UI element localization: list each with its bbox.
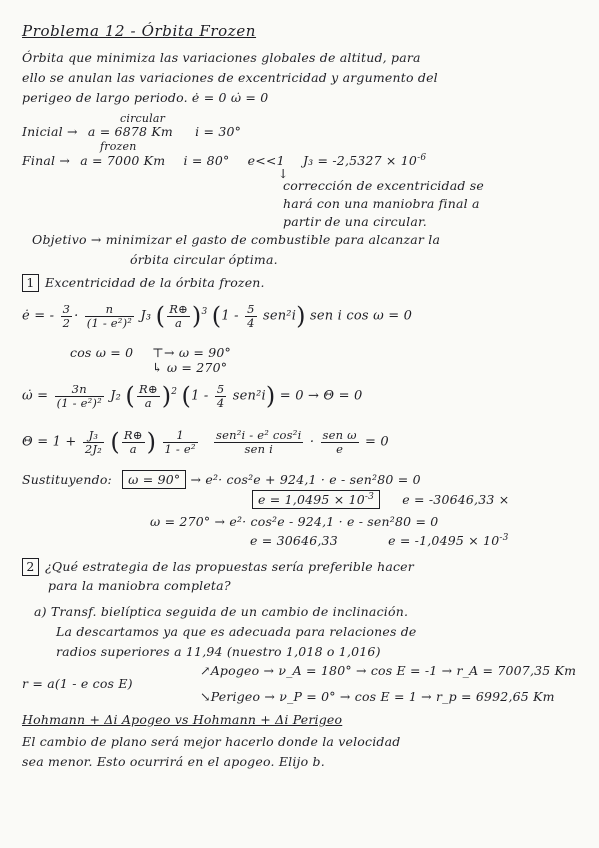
boxed-e-result: $e = 1,0495 \times 10^{-3}$ — [252, 490, 380, 509]
objective-line-1: Objetivo → minimizar el gasto de combustible para alcanzar la — [32, 232, 441, 247]
intro-line-1: Órbita que minimiza las variaciones globales de altitud, para — [22, 50, 421, 65]
final-label: Final → — [22, 153, 71, 169]
option-a-line-2: La descartamos ya que es adecuada para relaciones de — [56, 624, 417, 639]
e90-result-line — [252, 492, 509, 507]
option-a-line-3: radios superiores a 11,94 (nuestro 1,018 o 1,016) — [56, 644, 381, 659]
final-i: i = 80° — [183, 153, 230, 169]
final-e-cond: e<<1 — [247, 153, 285, 169]
option-a-line-1: a) Transf. bielíptica seguida de un cambio de inclinación. — [34, 604, 409, 619]
intro-line-2: ello se anulan las variaciones de excentricidad y argumento del — [22, 70, 438, 85]
initial-a: a = 6878 Km — [87, 124, 173, 139]
initial-i: i = 30° — [195, 124, 242, 139]
section-2-title-2: para la maniobra completa? — [48, 578, 231, 593]
final-line — [22, 153, 426, 168]
initial-note: circular — [120, 112, 166, 125]
apogeo-line: ↗Apogeo → ν_A = 180° → cos E = -1 → r_A = 7007,35 Km — [200, 663, 577, 678]
final-a: a = 7000 Km — [80, 153, 166, 169]
section-1-number: 1 — [22, 274, 39, 292]
section-1-title: Excentricidad de la órbita frozen. — [45, 275, 265, 290]
section-2-number: 2 — [22, 558, 39, 576]
sust-270-line: ω = 270° → e²· cos²e - 924,1 · e - sen²80 = 0 — [150, 514, 439, 529]
wdot-equation: ω̇ = $\frac{3n}{\text{(1 - e²)²}}$ J₂ ( $\frac{R\oplus}{a}$ )$^2$ (1 - $\frac{5}{4}$ sen²i) = 0 → Θ = 0 — [22, 381, 363, 410]
final-arrow: ↓ — [278, 166, 289, 181]
objective-line-2: órbita circular óptima. — [130, 252, 278, 267]
sust-90-line: Sustituyendo: ω = 90° → e²· cos²e + 924,1 · e - sen²80 = 0 — [22, 472, 421, 487]
e90-alt: e = -30646,33 × — [402, 492, 510, 508]
w270-branch: ↳ ω = 270° — [152, 360, 228, 375]
page-title: Problema 12 - Órbita Frozen — [22, 22, 257, 40]
correction-line-1: corrección de excentricidad se — [283, 178, 484, 193]
section-1-heading — [22, 274, 265, 292]
r-formula: r = a(1 - e cos E) — [22, 676, 133, 691]
cos-w-line: cos ω = 0 — [70, 345, 134, 360]
perigeo-line: ↘Perigeo → ν_P = 0° → cos E = 1 → r_p = 6992,65 Km — [200, 689, 555, 704]
intro-line-3: perigeo de largo periodo. ė = 0 ω̇ = 0 — [22, 90, 269, 105]
conclusion-line-2: sea menor. Esto ocurrirá en el apogeo. Elijo b. — [22, 754, 325, 769]
correction-line-2: hará con una maniobra final a — [283, 196, 480, 211]
final-note: frozen — [100, 140, 137, 153]
final-j3: $J_3 = -2,5327 \times 10^{-6}$ — [302, 153, 427, 169]
boxed-w90: ω = 90° — [122, 470, 186, 489]
section-2-heading — [22, 558, 414, 576]
e270-result-line: e = 30646,33 $e = -1,0495 \times 10^{-3}$ — [250, 533, 509, 549]
compare-line: Hohmann + Δi Apogeo vs Hohmann + Δi Perigeo — [22, 712, 343, 727]
initial-line — [22, 124, 241, 139]
w90-branch: ⊤→ ω = 90° — [152, 345, 231, 360]
section-2-title-1: ¿Qué estrategia de las propuestas sería preferible hacer — [45, 559, 414, 574]
conclusion-line-1: El cambio de plano será mejor hacerlo donde la velocidad — [22, 734, 401, 749]
edot-equation: ė = - $\frac{3}{2}$ · $\frac{n}{\text{(1 - e²)²}}$ J₃ ( $\frac{R\oplus}{a}$ )$^3$ (1 - $\frac{5}{4}$ sen²i) sen i cos ω = 0 — [22, 301, 413, 330]
initial-label: Inicial → — [22, 124, 78, 139]
correction-line-3: partir de una circular. — [283, 214, 427, 229]
theta-equation: Θ = 1 + $\frac{\text{J₃}}{\text{2J₂}}$ ( $\frac{R\oplus}{a}$ ) $\frac{1}{\text{1 - e²}}$ $\frac{\text{sen²i - e² cos²i}}{\text{sen i}}$ · $\frac{\text{sen ω}}{e}$ = 0 — [22, 427, 389, 456]
